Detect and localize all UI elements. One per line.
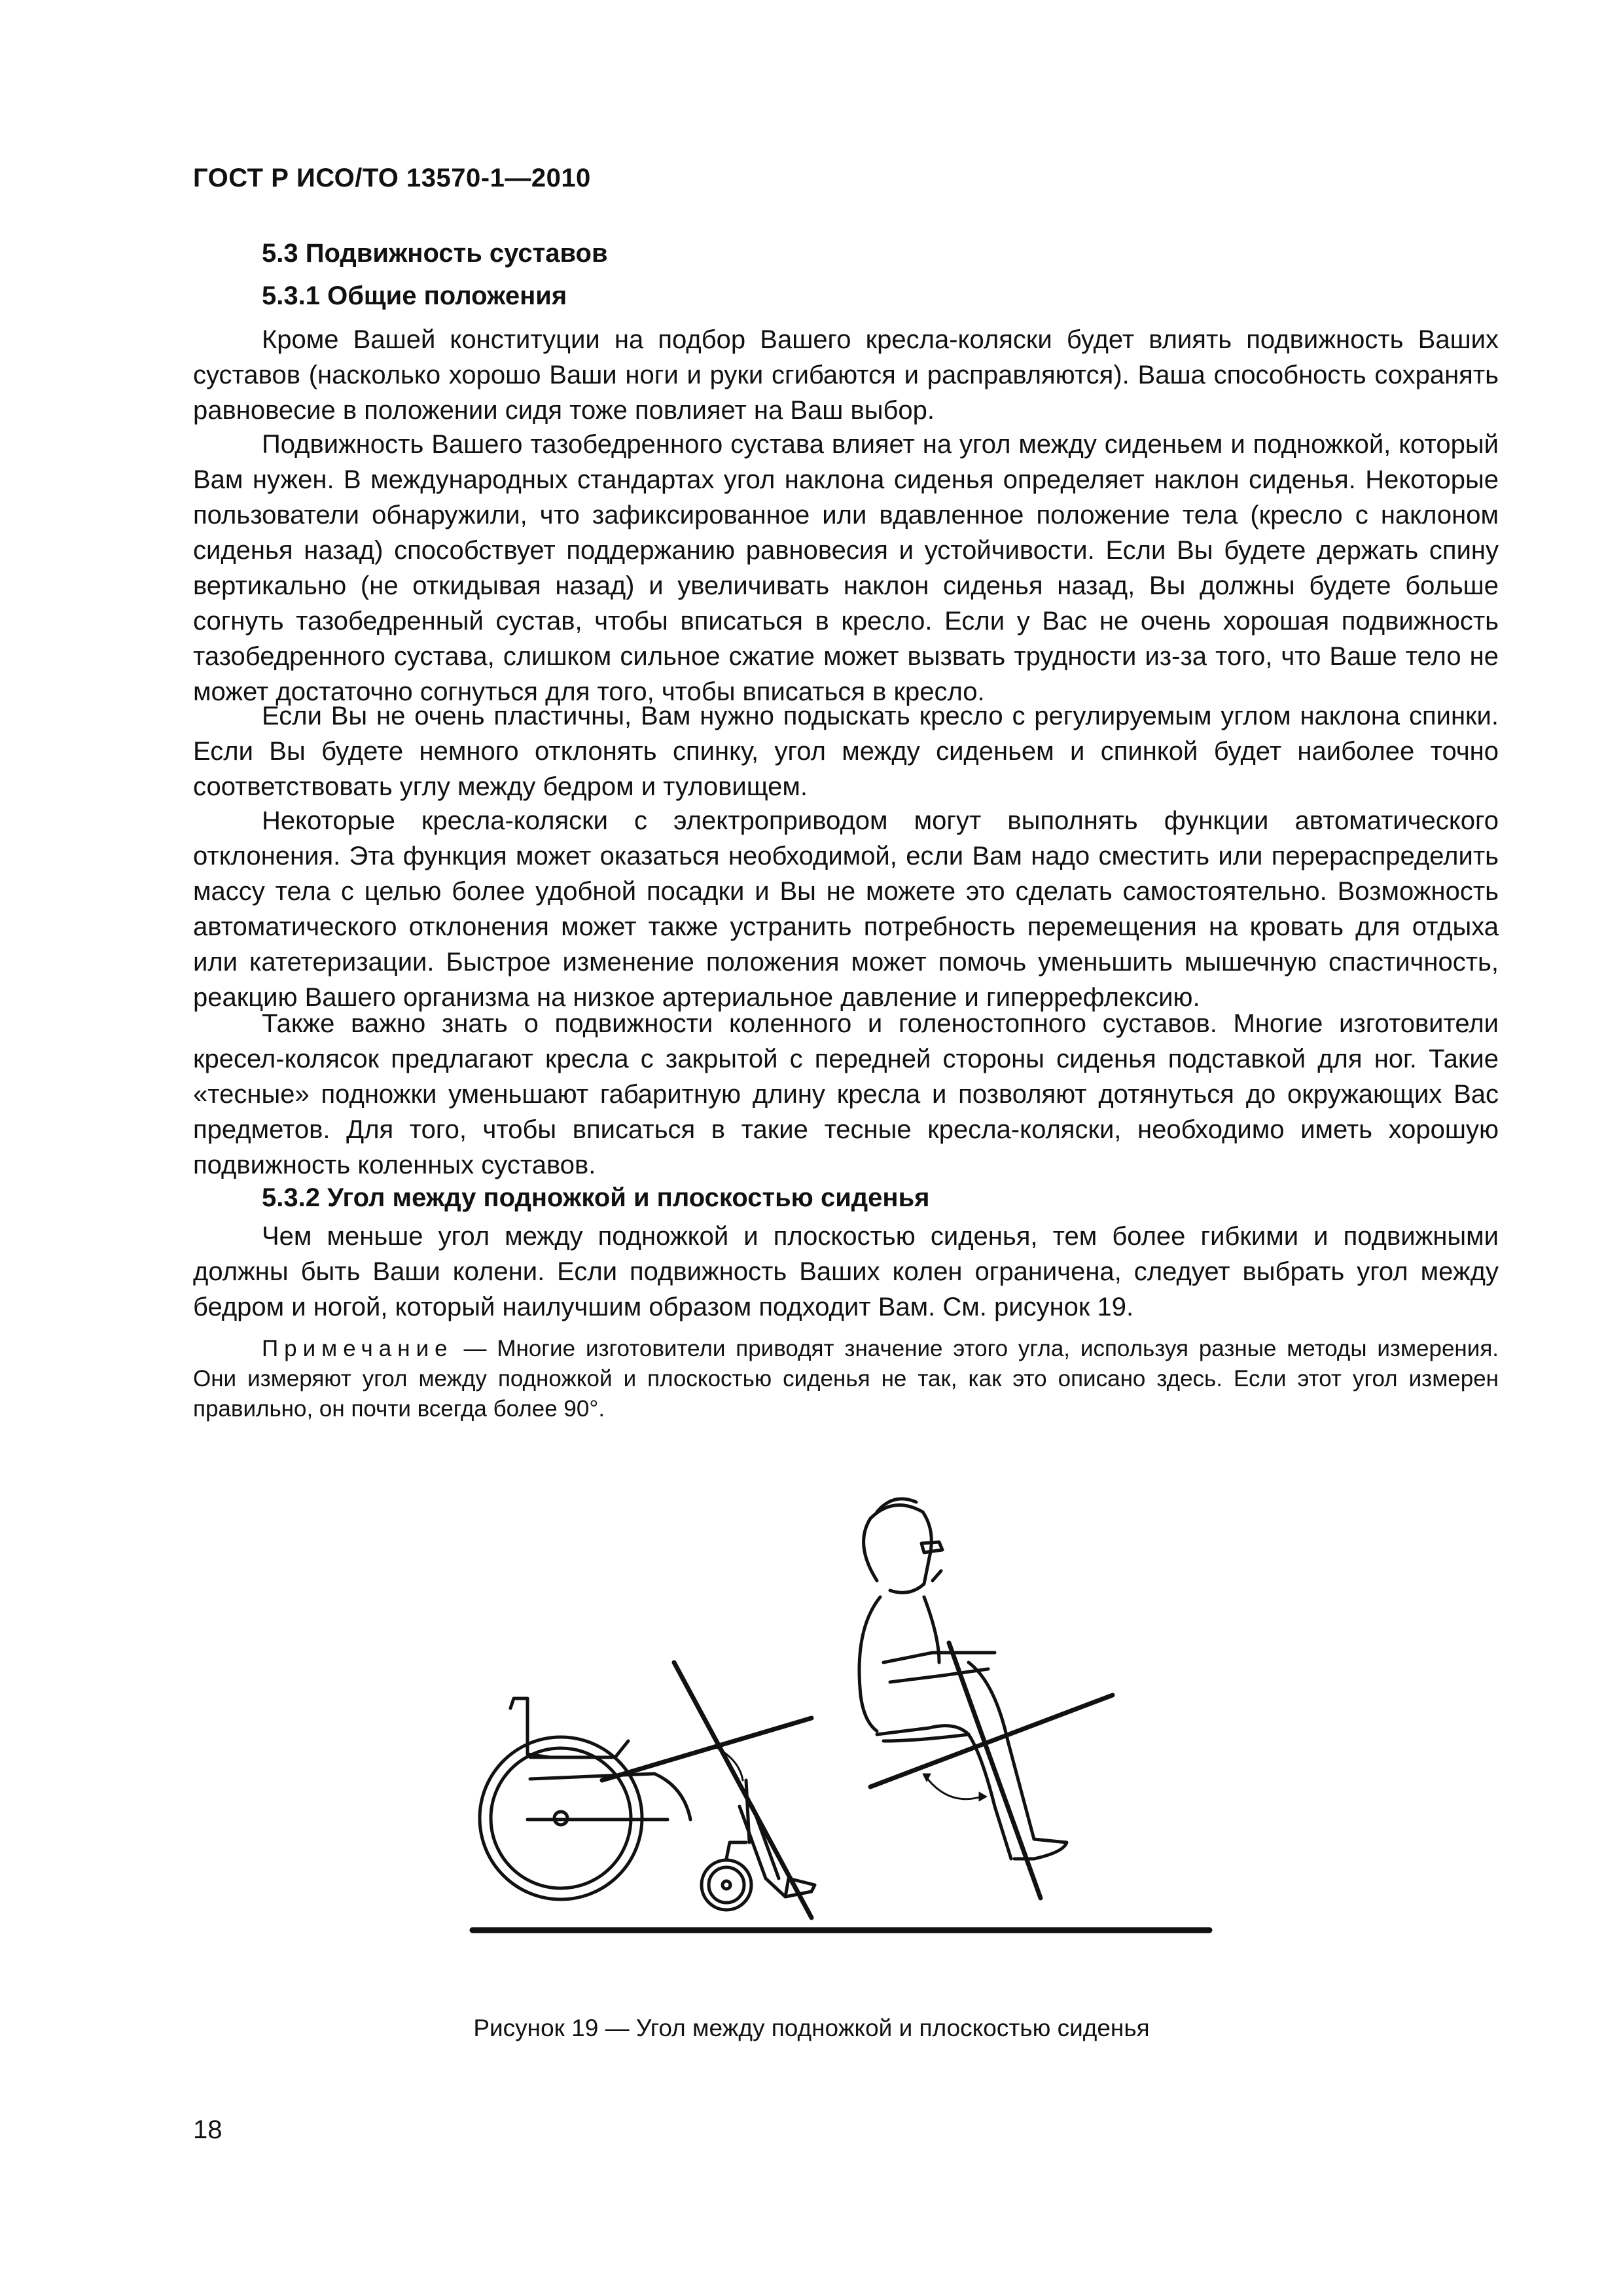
paragraph-1: Кроме Вашей конституции на подбор Вашего кресла-коляски будет влиять подвижность Ваших суставов (насколько хорошо Ваши ноги и руки сгибаются и расправляются). Ваша способность сохранять равновесие в положении сидя тоже повлияет на Ваш выбор. [193, 325, 1499, 425]
person-lower-leg-line [949, 1643, 1041, 1898]
paragraph-5: Также важно знать о подвижности коленного и голеностопного суставов. Многие изготовители кресел-колясок предлагают кресла с закрытой с передней стороны сиденья подставкой для ног. Такие «тесные» подножки уменьшают габаритную длину кресла и позволяют дотянуться до окружающих Вас предметов. Для того, чтобы вписаться в такие тесные кресла-коляски, необходимо иметь хорошую подвижность коленных суставов. [193, 1009, 1499, 1179]
note-text: — Многие изготовители приводят значение этого угла, используя разные методы измерения. Они измеряют угол между подножкой и плоскостью сиденья не так, как это описано здесь. Если этот угол измерен правильно, он почти всегда более 90°. [193, 1336, 1499, 1422]
subsection-title-angle: 5.3.2 Угол между подножкой и плоскостью сиденья [262, 1183, 930, 1212]
document-header: ГОСТ Р ИСО/ТО 13570-1—2010 [193, 164, 591, 192]
note [193, 1334, 1499, 1424]
subsection-title-general: 5.3.1 Общие положения [262, 281, 567, 310]
paragraph-3: Если Вы не очень пластичны, Вам нужно подыскать кресло с регулируемым углом наклона спинки. Если Вы будете немного отклонять спинку, угол между сиденьем и спинкой будет наиболее точно соответствовать углу между бедром и туловищем. [193, 702, 1499, 801]
figure-19-illustration [458, 1466, 1230, 1950]
paragraph-2: Подвижность Вашего тазобедренного сустава влияет на угол между сиденьем и подножкой, который Вам нужен. В международных стандартах угол наклона сиденья определяет наклон сиденья. Некоторые пользователи обнаружили, что зафиксированное или вдавленное положение тела (кресло с наклоном сиденья назад) способствует поддержанию равновесия и устойчивости. Если Вы будете держать спину вертикально (не откидывая назад) и увеличивать наклон сиденья назад, Вы должны будете больше согнуть тазобедренный сустав, чтобы вписаться в кресло. Если у Вас не очень хорошая подвижность тазобедренного сустава, слишком сильное сжатие может вызвать трудности из-за того, что Ваше тело не может достаточно согнуться для того, чтобы вписаться в кресло. [193, 430, 1499, 706]
page-number: 18 [193, 2115, 223, 2144]
note-label: Примечание [262, 1336, 454, 1361]
person-angle-arc [926, 1777, 982, 1799]
figure-caption: Рисунок 19 — Угол между подножкой и плоскостью сиденья [473, 2015, 1150, 2041]
section-title: 5.3 Подвижность суставов [262, 239, 608, 268]
paragraph-6: Чем меньше угол между подножкой и плоскостью сиденья, тем более гибкими и подвижными должны быть Ваши колени. Если подвижность Ваших колен ограничена, следует выбрать угол между бедром и ногой, который наилучшим образом подходит Вам. См. рисунок 19. [193, 1222, 1499, 1321]
paragraph-4: Некоторые кресла-коляски с электроприводом могут выполнять функции автоматического отклонения. Эта функция может оказаться необходимой, если Вам надо сместить или перераспределить массу тела с целью более удобной посадки и Вы не можете это сделать самостоятельно. Возможность автоматического отклонения может также устранить потребность перемещения на кровать для отдыха или катетеризации. Быстрое изменение положения может помочь уменьшить мышечную спастичность, реакцию Вашего организма на низкое артериальное давление и гиперрефлексию. [193, 806, 1499, 1012]
